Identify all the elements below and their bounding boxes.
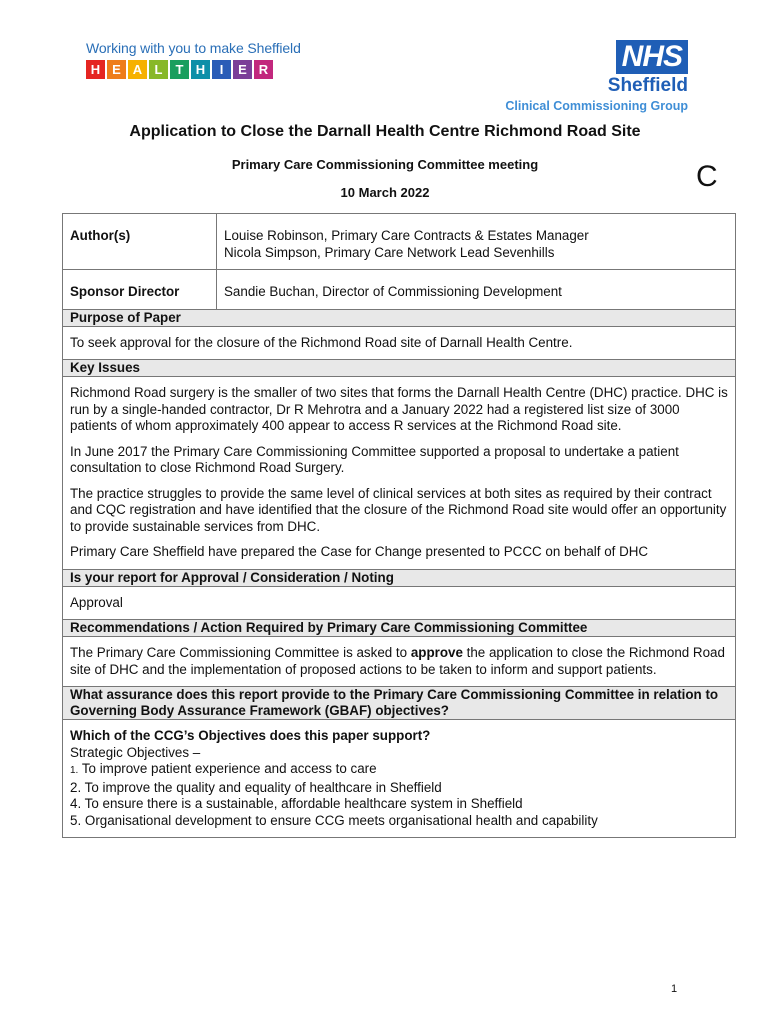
purpose-heading: Purpose of Paper	[63, 310, 735, 327]
objective-number: 2.	[70, 779, 82, 795]
recommendations-text-end: the application to close the Richmond Road site of DHC and the implementation of proposed actions to be taken to inform and support patients.	[70, 645, 725, 677]
objective-text: Organisational development to ensure CCG meets organisational health and capability	[84, 812, 598, 828]
healthier-letter: E	[233, 60, 252, 79]
recommendations-heading: Recommendations / Action Required by Primary Care Commissioning Committee	[63, 620, 735, 637]
healthier-letter: A	[128, 60, 147, 79]
assurance-heading: What assurance does this report provide to the Primary Care Commissioning Committee in relation to Governing Body Assurance Framework (GBAF) objectives?	[63, 687, 735, 720]
key-issues-paragraph: Richmond Road surgery is the smaller of two sites that forms the Darnall Health Centre (DHC) practice. DHC is run by a single-handed contractor, Dr R Mehrotra and a January 2022 had a registered list size of 3000 patients of whom approximately 400 appear to access R services at the Richmond Road site.	[70, 385, 728, 433]
nhs-badge: NHS	[616, 40, 688, 74]
strategic-objectives-intro: Strategic Objectives –	[70, 744, 201, 760]
tagline: Working with you to make Sheffield	[86, 40, 301, 56]
objective-item	[70, 796, 728, 813]
healthier-letter: I	[212, 60, 231, 79]
healthier-letter: L	[149, 60, 168, 79]
objectives-subheading: Which of the CCG’s Objectives does this paper support?	[70, 728, 431, 743]
sponsor-value: Sandie Buchan, Director of Commissioning Development	[224, 284, 562, 299]
report-type-value: Approval	[70, 594, 123, 610]
nhs-org-name: Sheffield	[607, 75, 688, 96]
report-type-body	[63, 587, 735, 621]
sponsor-label: Sponsor Director	[63, 270, 217, 309]
sponsor-row	[63, 270, 735, 310]
author-line: Nicola Simpson, Primary Care Network Lead Sevenhills	[224, 244, 555, 260]
meeting-name: Primary Care Commissioning Committee meeting	[231, 157, 539, 172]
recommendations-body	[63, 637, 735, 687]
objective-number: 4.	[70, 796, 82, 811]
objective-item	[70, 780, 728, 797]
recommendations-text	[70, 645, 728, 678]
recommendations-text-start: The Primary Care Commissioning Committee is asked to	[70, 645, 411, 660]
key-issues-paragraph: The practice struggles to provide the same level of clinical services at both sites as required by their contract and CQC registration and have identified that the closure of the Richmond Road site would offer an opportunity to provide sustainable services from DHC.	[70, 485, 727, 534]
purpose-body	[63, 327, 735, 361]
key-issues-paragraph: Primary Care Sheffield have prepared the Case for Change presented to PCCC on behalf of DHC	[70, 544, 649, 559]
objective-number: 1.	[70, 765, 79, 776]
page-number: 1	[671, 983, 678, 995]
objective-number: 5.	[70, 812, 82, 828]
recommendations-approve: approve	[410, 645, 463, 660]
report-type-heading: Is your report for Approval / Consideration / Noting	[63, 570, 735, 587]
authors-row	[63, 214, 735, 270]
key-issues-body	[63, 377, 735, 570]
objective-item	[70, 761, 728, 780]
document-title: Application to Close the Darnall Health Centre Richmond Road Site	[129, 123, 641, 140]
key-issues-heading: Key Issues	[63, 360, 735, 377]
cover-sheet-table	[62, 213, 736, 838]
key-issues-paragraph: In June 2017 the Primary Care Commissioning Committee supported a proposal to undertake a patient consultation to close Richmond Road Surgery.	[70, 443, 679, 475]
healthier-letter: T	[170, 60, 189, 79]
healthier-letter: R	[254, 60, 273, 79]
author-line: Louise Robinson, Primary Care Contracts & Estates Manager	[224, 228, 589, 243]
nhs-org-subtitle: Clinical Commissioning Group	[505, 99, 688, 113]
objective-text: To improve patient experience and access to care	[81, 761, 377, 776]
agenda-item-letter: C	[696, 160, 718, 193]
healthier-letter: H	[191, 60, 210, 79]
healthier-letter: H	[86, 60, 105, 79]
objective-item	[70, 813, 728, 830]
healthier-letter: E	[107, 60, 126, 79]
healthier-logo	[86, 60, 273, 79]
nhs-logo	[505, 40, 688, 113]
objective-text: To improve the quality and equality of healthcare in Sheffield	[84, 779, 442, 795]
objective-text: To ensure there is a sustainable, affordable healthcare system in Sheffield	[84, 796, 523, 811]
meeting-date: 10 March 2022	[340, 185, 430, 200]
purpose-text: To seek approval for the closure of the Richmond Road site of Darnall Health Centre.	[70, 334, 573, 350]
assurance-body	[63, 720, 735, 837]
authors-label: Author(s)	[63, 214, 217, 269]
authors-value	[217, 214, 735, 269]
